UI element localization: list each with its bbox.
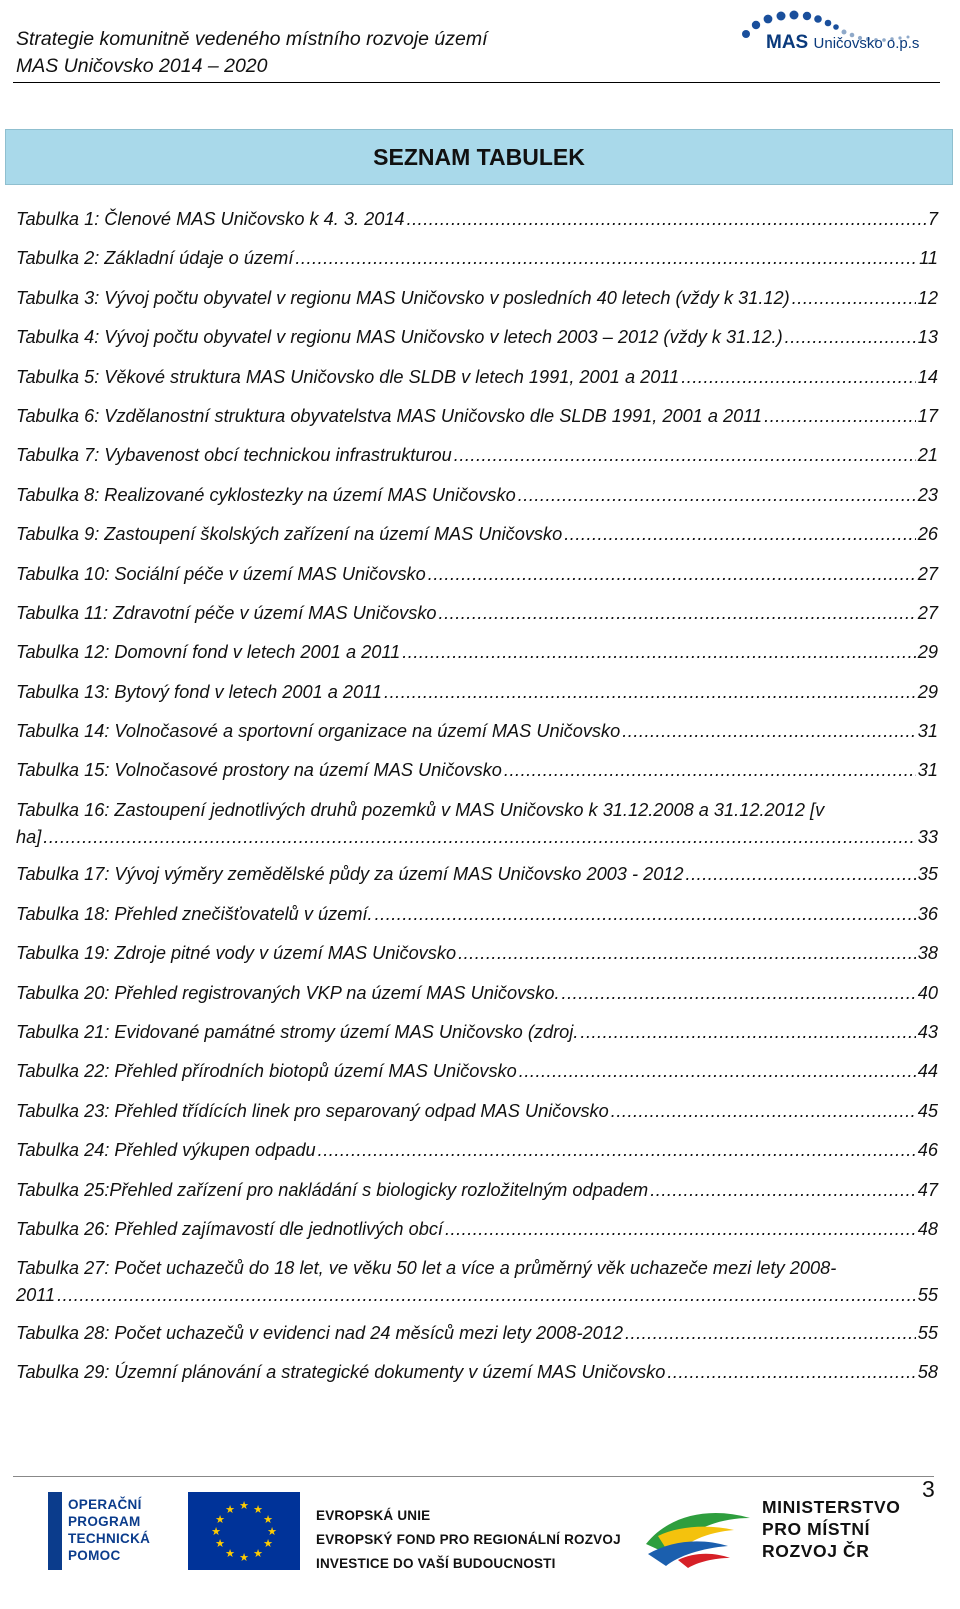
toc-entry[interactable] (16, 285, 938, 324)
toc-dot-leader (439, 600, 916, 627)
toc-entry-text: Tabulka 13: Bytový fond v letech 2001 a 2011 (16, 681, 383, 702)
toc-entry-page: 31 (917, 721, 938, 742)
toc-entry[interactable] (16, 1359, 938, 1398)
mas-logo-text: MAS Uničovsko o.p.s (766, 32, 920, 53)
toc-dot-leader (611, 1098, 916, 1125)
toc-entry[interactable] (16, 797, 938, 862)
toc-dot-leader (564, 521, 916, 548)
toc-entry-text: Tabulka 9: Zastoupení školských zařízení na území MAS Uničovsko (16, 524, 563, 545)
toc-entry-text: Tabulka 22: Přehled přírodních biotopů území MAS Uničovsko (16, 1061, 517, 1082)
section-heading: SEZNAM TABULEK (373, 144, 585, 170)
toc-entry[interactable] (16, 1216, 938, 1255)
toc-dot-leader (622, 718, 916, 745)
toc-entry[interactable] (16, 600, 938, 639)
page-number: 3 (922, 1476, 935, 1502)
svg-text:★: ★ (215, 1537, 225, 1550)
toc-dot-leader (402, 639, 916, 666)
eu-flag-icon (188, 1492, 300, 1570)
toc-entry[interactable] (16, 1019, 938, 1058)
toc-entry-page: 43 (917, 1022, 938, 1043)
toc-entry[interactable] (16, 1320, 938, 1359)
page-footer (0, 1486, 960, 1609)
mas-logo (738, 8, 938, 66)
op-tp-logo-text: OPERAČNÍ PROGRAM TECHNICKÁ POMOC (68, 1497, 151, 1563)
toc-entry-page: 55 (917, 1285, 938, 1306)
toc-entry-text: 2011 (16, 1285, 56, 1306)
document-title (16, 26, 488, 80)
toc-entry-page: 29 (917, 642, 938, 663)
toc-dot-leader (625, 1320, 916, 1347)
toc-entry[interactable] (16, 940, 938, 979)
toc-entry-page: 45 (917, 1100, 938, 1121)
toc-dot-leader (518, 482, 916, 509)
toc-entry-page: 12 (917, 287, 938, 308)
toc-entry-page: 14 (917, 366, 938, 387)
toc-dot-leader (519, 1058, 916, 1085)
toc-entry-page: 47 (917, 1179, 938, 1200)
toc-entry-page: 44 (917, 1061, 938, 1082)
toc-entry[interactable] (16, 1255, 938, 1320)
toc-entry[interactable] (16, 1137, 938, 1176)
toc-entry[interactable] (16, 639, 938, 678)
toc-entry-page: 33 (917, 826, 938, 847)
toc-entry[interactable] (16, 1098, 938, 1137)
toc-entry[interactable] (16, 206, 938, 245)
toc-entry-text: Tabulka 1: Členové MAS Uničovsko k 4. 3. 2014 (16, 209, 405, 229)
toc-entry-page: 23 (917, 484, 938, 505)
toc-dot-leader (650, 1177, 916, 1204)
toc-entry-page: 27 (917, 602, 938, 623)
svg-text:★: ★ (263, 1513, 273, 1526)
svg-text:★: ★ (239, 1499, 249, 1512)
toc-entry-text: Tabulka 7: Vybavenost obcí technickou infrastrukturou (16, 445, 452, 466)
op-tp-logo (48, 1492, 168, 1570)
toc-entry-text: Tabulka 26: Přehled zajímavostí dle jednotlivých obcí (16, 1218, 443, 1239)
footer-divider (13, 1476, 934, 1477)
toc-dot-leader (667, 1359, 915, 1386)
toc-dot-leader (384, 679, 916, 706)
toc-dot-leader (580, 1019, 915, 1046)
toc-entry-text: Tabulka 25:Přehled zařízení pro nakládání s biologicky rozložitelným odpadem (16, 1179, 649, 1200)
toc-entry[interactable] (16, 521, 938, 560)
toc-dot-leader (43, 824, 915, 851)
toc-entry-text: Tabulka 23: Přehled třídících linek pro separovaný odpad MAS Uničovsko (16, 1100, 609, 1121)
toc-entry[interactable] (16, 1177, 938, 1216)
toc-entry-page: 17 (917, 405, 938, 426)
toc-entry-page: 35 (917, 864, 938, 885)
toc-dot-leader (295, 245, 917, 272)
toc-entry[interactable] (16, 364, 938, 403)
toc-entry-page: 7 (927, 209, 938, 229)
toc-entry-text: Tabulka 21: Evidované památné stromy území MAS Uničovsko (zdroj. (16, 1022, 579, 1043)
toc-entry-page: 38 (917, 943, 938, 964)
toc-dot-leader (458, 940, 916, 967)
toc-entry-text: ha] (16, 826, 42, 847)
toc-entry-text: Tabulka 3: Vývoj počtu obyvatel v regionu MAS Uničovsko v posledních 40 letech (vždy k 31.12) (16, 287, 790, 308)
toc-entry[interactable] (16, 324, 938, 363)
toc-entry-page: 31 (917, 760, 938, 781)
toc-entry[interactable] (16, 901, 938, 940)
toc-entry[interactable] (16, 679, 938, 718)
toc-entry[interactable] (16, 718, 938, 757)
toc-dot-leader (375, 901, 916, 928)
toc-entry-page: 13 (917, 327, 938, 348)
toc-entry-page: 40 (917, 982, 938, 1003)
toc-dot-leader (785, 324, 916, 351)
toc-entry-text: Tabulka 24: Přehled výkupen odpadu (16, 1140, 316, 1161)
toc-entry-text: Tabulka 29: Územní plánování a strategické dokumenty v území MAS Uničovsko (16, 1362, 666, 1383)
toc-entry[interactable] (16, 403, 938, 442)
svg-text:★: ★ (253, 1547, 263, 1560)
toc-entry-text: Tabulka 8: Realizované cyklostezky na území MAS Uničovsko (16, 484, 516, 505)
toc-entry-page: 46 (917, 1140, 938, 1161)
toc-dot-leader (562, 980, 916, 1007)
toc-entry-text: Tabulka 12: Domovní fond v letech 2001 a 2011 (16, 642, 401, 663)
svg-text:★: ★ (239, 1551, 249, 1564)
toc-entry-text: Tabulka 4: Vývoj počtu obyvatel v regionu MAS Uničovsko v letech 2003 – 2012 (vždy k 31.12.) (16, 327, 783, 348)
table-of-contents (16, 206, 938, 1399)
toc-dot-leader (792, 285, 916, 312)
page-header (0, 0, 960, 84)
toc-entry[interactable] (16, 561, 938, 600)
toc-entry-page: 29 (917, 681, 938, 702)
toc-entry-page: 11 (919, 248, 938, 269)
toc-dot-leader (764, 403, 916, 430)
toc-entry-text: Tabulka 20: Přehled registrovaných VKP na území MAS Uničovsko. (16, 982, 560, 1003)
svg-text:★: ★ (215, 1513, 225, 1526)
toc-entry-text: Tabulka 15: Volnočasové prostory na území MAS Uničovsko (16, 760, 502, 781)
toc-entry[interactable] (16, 757, 938, 796)
toc-dot-leader (57, 1282, 916, 1309)
svg-text:★: ★ (225, 1547, 235, 1560)
toc-entry-text: Tabulka 19: Zdroje pitné vody v území MAS Uničovsko (16, 943, 457, 964)
toc-entry-text: Tabulka 11: Zdravotní péče v území MAS Uničovsko (16, 602, 437, 623)
toc-dot-leader (681, 364, 916, 391)
toc-entry-page: 36 (917, 903, 938, 924)
toc-entry-text: Tabulka 6: Vzdělanostní struktura obyvatelstva MAS Uničovsko dle SLDB 1991, 2001 a 2011 (16, 405, 763, 426)
svg-text:★: ★ (211, 1525, 221, 1538)
svg-text:★: ★ (267, 1525, 277, 1538)
toc-entry-text: Tabulka 2: Základní údaje o území (16, 248, 294, 269)
czech-republic-logo-icon (638, 1496, 756, 1568)
ministry-text: MINISTERSTVO PRO MÍSTNÍ ROZVOJ ČR (762, 1497, 901, 1561)
toc-dot-leader (686, 861, 916, 888)
eu-fund-text: EVROPSKÁ UNIE EVROPSKÝ FOND PRO REGIONÁLNÍ ROZVOJ INVESTICE DO VAŠÍ BUDOUCNOSTI (316, 1508, 621, 1571)
svg-text:★: ★ (263, 1537, 273, 1550)
toc-entry-text-line1: Tabulka 16: Zastoupení jednotlivých druhů pozemků v MAS Uničovsko k 31.12.2008 a 31.12.2012 [v (16, 799, 825, 820)
toc-entry-text: Tabulka 18: Přehled znečišťovatelů v území. (16, 903, 373, 924)
toc-entry-text: Tabulka 10: Sociální péče v území MAS Uničovsko (16, 563, 426, 584)
toc-dot-leader (428, 561, 916, 588)
toc-entry[interactable] (16, 442, 938, 481)
toc-entry-text: Tabulka 17: Vývoj výměry zemědělské půdy za území MAS Uničovsko 2003 - 2012 (16, 864, 684, 885)
document-title-line2: MAS Uničovsko 2014 – 2020 (16, 55, 268, 77)
toc-dot-leader (318, 1137, 916, 1164)
toc-entry-text: Tabulka 28: Počet uchazečů v evidenci nad 24 měsíců mezi lety 2008-2012 (16, 1322, 623, 1343)
toc-entry-page: 27 (917, 563, 938, 584)
toc-entry[interactable] (16, 980, 938, 1019)
toc-entry-text: Tabulka 14: Volnočasové a sportovní organizace na území MAS Uničovsko (16, 721, 621, 742)
svg-text:★: ★ (253, 1503, 263, 1516)
toc-entry-page: 48 (917, 1218, 938, 1239)
toc-entry[interactable] (16, 1058, 938, 1097)
toc-entry[interactable] (16, 245, 938, 284)
op-tp-logo-bar (48, 1492, 62, 1570)
toc-entry-page: 55 (917, 1322, 938, 1343)
header-divider (13, 82, 940, 83)
toc-entry-page: 21 (917, 445, 938, 466)
toc-entry-page: 58 (917, 1362, 938, 1383)
toc-entry-text-line1: Tabulka 27: Počet uchazečů do 18 let, ve věku 50 let a více a průměrný věk uchazeče mezi lety 2008- (16, 1258, 837, 1279)
section-heading-box (5, 129, 953, 185)
document-title-line1: Strategie komunitně vedeného místního rozvoje území (16, 28, 488, 50)
toc-entry[interactable] (16, 482, 938, 521)
toc-entry-page: 26 (917, 524, 938, 545)
toc-entry[interactable] (16, 861, 938, 900)
toc-dot-leader (407, 206, 926, 233)
toc-entry-text: Tabulka 5: Věkové struktura MAS Uničovsko dle SLDB v letech 1991, 2001 a 2011 (16, 366, 680, 387)
toc-dot-leader (504, 757, 916, 784)
toc-dot-leader (445, 1216, 916, 1243)
svg-text:★: ★ (225, 1503, 235, 1516)
toc-dot-leader (454, 442, 916, 469)
